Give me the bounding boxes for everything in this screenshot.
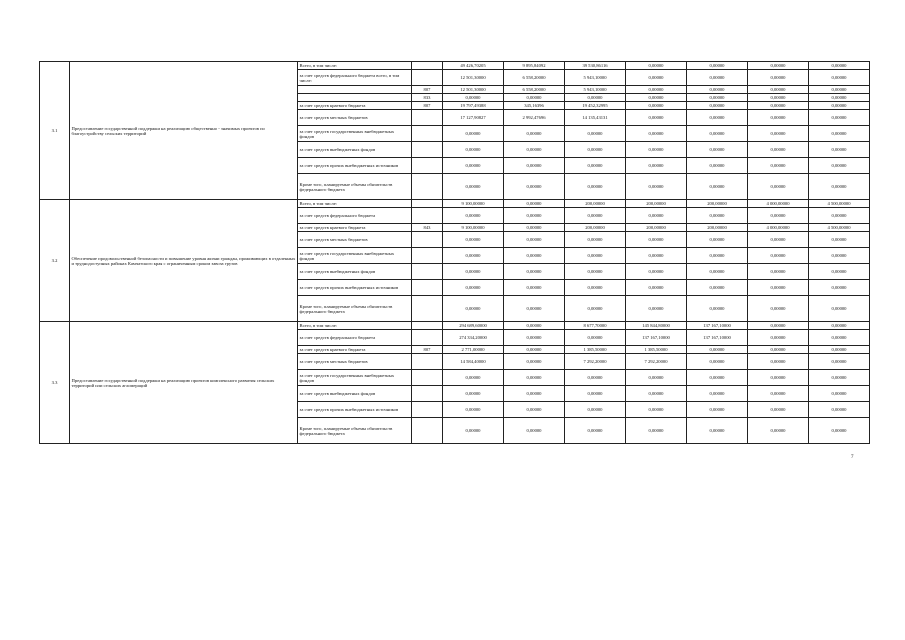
amount-cell: 9 100,00000 [443, 224, 504, 232]
table-row [40, 200, 870, 208]
amount-cell: 0,00000 [687, 264, 748, 280]
budget-code-cell [412, 158, 443, 174]
amount-cell: 294 689,60000 [443, 322, 504, 330]
amount-cell: 0,00000 [626, 70, 687, 86]
funding-source-cell [298, 86, 412, 94]
amount-cell: 0,00000 [504, 280, 565, 296]
funding-source-cell: за счет средств внебюджетных фондов [298, 142, 412, 158]
budget-code-cell [412, 248, 443, 264]
budget-code-cell [412, 330, 443, 346]
amount-cell: 0,00000 [565, 232, 626, 248]
amount-cell: 0,00000 [626, 86, 687, 94]
amount-cell: 9 100,00000 [443, 200, 504, 208]
amount-cell: 0,00000 [687, 354, 748, 370]
amount-cell: 0,00000 [809, 330, 870, 346]
amount-cell: 0,00000 [565, 280, 626, 296]
amount-cell: 0,00000 [687, 280, 748, 296]
amount-cell: 0,00000 [687, 86, 748, 94]
amount-cell: 14 584,40000 [443, 354, 504, 370]
amount-cell: 0,00000 [687, 402, 748, 418]
amount-cell: 4 000,00000 [748, 224, 809, 232]
amount-cell: 0,00000 [443, 402, 504, 418]
amount-cell: 0,00000 [809, 296, 870, 322]
amount-cell: 0,00000 [565, 126, 626, 142]
amount-cell: 0,00000 [626, 296, 687, 322]
amount-cell: 0,00000 [504, 142, 565, 158]
amount-cell: 0,00000 [687, 346, 748, 354]
amount-cell: 0,00000 [626, 110, 687, 126]
amount-cell: 0,00000 [748, 94, 809, 102]
amount-cell: 0,00000 [565, 330, 626, 346]
amount-cell: 0,00000 [748, 296, 809, 322]
amount-cell: 4 500,00000 [809, 224, 870, 232]
amount-cell: 0,00000 [748, 102, 809, 110]
funding-source-cell: за счет средств прочих внебюджетных источников [298, 402, 412, 418]
budget-code-cell [412, 386, 443, 402]
amount-cell: 7 292,20000 [565, 354, 626, 370]
funding-source-cell: за счет средств местных бюджетов [298, 110, 412, 126]
amount-cell: 0,00000 [809, 280, 870, 296]
amount-cell: 0,00000 [626, 62, 687, 70]
funding-source-cell: за счет средств федерального бюджета [298, 330, 412, 346]
amount-cell: 0,00000 [748, 86, 809, 94]
budget-code-cell [412, 322, 443, 330]
amount-cell: 0,00000 [748, 208, 809, 224]
amount-cell: 0,00000 [809, 208, 870, 224]
amount-cell: 0,00000 [504, 296, 565, 322]
amount-cell: 0,00000 [748, 158, 809, 174]
amount-cell: 0,00000 [443, 174, 504, 200]
budget-code-cell: 807 [412, 102, 443, 110]
amount-cell: 0,00000 [626, 248, 687, 264]
amount-cell: 12 501,30000 [443, 86, 504, 94]
amount-cell: 137 167,10000 [687, 322, 748, 330]
amount-cell: 0,00000 [504, 346, 565, 354]
amount-cell: 200,00000 [565, 224, 626, 232]
amount-cell: 0,00000 [626, 386, 687, 402]
amount-cell: 0,00000 [687, 370, 748, 386]
funding-source-cell: за счет средств внебюджетных фондов [298, 386, 412, 402]
amount-cell: 0,00000 [748, 174, 809, 200]
amount-cell: 0,00000 [565, 402, 626, 418]
amount-cell: 19 452,32995 [565, 102, 626, 110]
amount-cell: 0,00000 [443, 386, 504, 402]
amount-cell: 0,00000 [687, 158, 748, 174]
funding-source-cell: за счет средств федерального бюджета всего, в том числе: [298, 70, 412, 86]
amount-cell: 0,00000 [748, 70, 809, 86]
amount-cell: 0,00000 [809, 102, 870, 110]
amount-cell: 0,00000 [443, 248, 504, 264]
amount-cell: 6 558,20000 [504, 86, 565, 94]
amount-cell: 0,00000 [504, 200, 565, 208]
budget-code-cell [412, 264, 443, 280]
amount-cell: 137 167,10000 [626, 330, 687, 346]
amount-cell: 0,00000 [809, 402, 870, 418]
budget-code-cell [412, 402, 443, 418]
amount-cell: 0,00000 [748, 346, 809, 354]
funding-source-cell: за счет средств прочих внебюджетных источников [298, 280, 412, 296]
amount-cell: 200,00000 [687, 200, 748, 208]
table-row [40, 322, 870, 330]
amount-cell: 0,00000 [565, 418, 626, 444]
funding-source-cell: Всего, в том числе: [298, 322, 412, 330]
amount-cell: 0,00000 [626, 370, 687, 386]
item-number-cell: 3.3 [40, 322, 70, 444]
amount-cell: 14 135,43131 [565, 110, 626, 126]
amount-cell: 345,16396 [504, 102, 565, 110]
amount-cell: 0,00000 [504, 208, 565, 224]
amount-cell: 0,00000 [443, 418, 504, 444]
amount-cell: 0,00000 [626, 174, 687, 200]
amount-cell: 4 500,00000 [809, 200, 870, 208]
budget-code-cell: 833 [412, 94, 443, 102]
amount-cell: 0,00000 [748, 62, 809, 70]
amount-cell: 12 501,30000 [443, 70, 504, 86]
amount-cell: 0,00000 [504, 418, 565, 444]
amount-cell: 0,00000 [443, 158, 504, 174]
budget-code-cell [412, 208, 443, 224]
amount-cell: 0,00000 [748, 322, 809, 330]
amount-cell: 0,00000 [809, 126, 870, 142]
amount-cell: 0,00000 [809, 346, 870, 354]
amount-cell: 0,00000 [565, 370, 626, 386]
funding-source-cell: за счет средств краевого бюджета [298, 346, 412, 354]
funding-source-cell: Кроме того, планируемые объемы обязательств федерального бюджета [298, 296, 412, 322]
amount-cell: 39 530,86116 [565, 62, 626, 70]
amount-cell: 0,00000 [443, 94, 504, 102]
funding-source-cell: за счет средств государственных внебюджетных фондов [298, 248, 412, 264]
budget-table [39, 61, 870, 444]
budget-code-cell [412, 280, 443, 296]
amount-cell: 0,00000 [809, 62, 870, 70]
budget-code-cell: 807 [412, 86, 443, 94]
budget-code-cell [412, 126, 443, 142]
amount-cell: 0,00000 [626, 280, 687, 296]
amount-cell: 0,00000 [748, 264, 809, 280]
amount-cell: 0,00000 [748, 370, 809, 386]
budget-code-cell [412, 70, 443, 86]
funding-source-cell: Кроме того, планируемые объемы обязательств федерального бюджета [298, 174, 412, 200]
amount-cell: 0,00000 [748, 248, 809, 264]
amount-cell: 0,00000 [809, 70, 870, 86]
amount-cell: 0,00000 [565, 296, 626, 322]
budget-code-cell: 807 [412, 346, 443, 354]
funding-source-cell: Всего, в том числе: [298, 62, 412, 70]
item-name-cell: Обеспечение продовольственной безопасности и повышение уровня жизни граждан, проживающих в отдаленных и труднодоступных районах Камчатского края с ограниченным сроком завоза грузов [70, 200, 298, 322]
amount-cell: 200,00000 [626, 200, 687, 208]
amount-cell: 1 385,50000 [626, 346, 687, 354]
amount-cell: 0,00000 [748, 110, 809, 126]
amount-cell: 0,00000 [687, 248, 748, 264]
amount-cell: 2 992,47696 [504, 110, 565, 126]
amount-cell: 19 797,49388 [443, 102, 504, 110]
amount-cell: 0,00000 [809, 370, 870, 386]
amount-cell: 0,00000 [443, 280, 504, 296]
funding-source-cell: за счет средств местных бюджетов [298, 354, 412, 370]
amount-cell: 0,00000 [504, 402, 565, 418]
amount-cell: 274 334,20000 [443, 330, 504, 346]
budget-code-cell [412, 110, 443, 126]
amount-cell: 0,00000 [504, 174, 565, 200]
funding-source-cell: Кроме того, планируемые объемы обязательств федерального бюджета [298, 418, 412, 444]
amount-cell: 0,00000 [565, 248, 626, 264]
amount-cell: 0,00000 [626, 102, 687, 110]
amount-cell: 0,00000 [748, 142, 809, 158]
amount-cell: 0,00000 [748, 354, 809, 370]
budget-code-cell [412, 62, 443, 70]
amount-cell: 0,00000 [809, 386, 870, 402]
item-number-cell: 3.2 [40, 200, 70, 322]
amount-cell: 0,00000 [565, 158, 626, 174]
amount-cell: 0,00000 [748, 386, 809, 402]
budget-code-cell [412, 200, 443, 208]
amount-cell: 0,00000 [565, 142, 626, 158]
budget-code-cell [412, 142, 443, 158]
amount-cell: 0,00000 [565, 94, 626, 102]
amount-cell: 0,00000 [687, 102, 748, 110]
amount-cell: 0,00000 [504, 232, 565, 248]
budget-table-body [40, 62, 870, 444]
funding-source-cell: за счет средств краевого бюджета [298, 102, 412, 110]
amount-cell: 0,00000 [504, 158, 565, 174]
amount-cell: 0,00000 [626, 142, 687, 158]
amount-cell: 0,00000 [626, 402, 687, 418]
budget-code-cell [412, 232, 443, 248]
funding-source-cell: Всего, в том числе: [298, 200, 412, 208]
amount-cell: 0,00000 [443, 142, 504, 158]
amount-cell: 0,00000 [809, 322, 870, 330]
amount-cell: 0,00000 [748, 280, 809, 296]
amount-cell: 0,00000 [687, 110, 748, 126]
budget-code-cell [412, 354, 443, 370]
amount-cell: 0,00000 [748, 126, 809, 142]
amount-cell: 200,00000 [687, 224, 748, 232]
amount-cell: 0,00000 [626, 208, 687, 224]
page-number: 7 [851, 455, 854, 460]
amount-cell: 0,00000 [687, 70, 748, 86]
amount-cell: 0,00000 [809, 264, 870, 280]
amount-cell: 2 771,00000 [443, 346, 504, 354]
amount-cell: 0,00000 [748, 402, 809, 418]
amount-cell: 5 943,10000 [565, 70, 626, 86]
amount-cell: 145 844,80000 [626, 322, 687, 330]
budget-code-cell [412, 370, 443, 386]
funding-source-cell: за счет средств государственных внебюджетных фондов [298, 370, 412, 386]
funding-source-cell: за счет средств федерального бюджета [298, 208, 412, 224]
amount-cell: 0,00000 [809, 248, 870, 264]
amount-cell: 0,00000 [626, 232, 687, 248]
funding-source-cell [298, 94, 412, 102]
amount-cell: 137 167,10000 [687, 330, 748, 346]
amount-cell: 0,00000 [565, 174, 626, 200]
amount-cell: 0,00000 [687, 142, 748, 158]
amount-cell: 0,00000 [626, 418, 687, 444]
amount-cell: 49 426,70205 [443, 62, 504, 70]
amount-cell: 0,00000 [443, 296, 504, 322]
table-row [40, 62, 870, 70]
amount-cell: 0,00000 [504, 248, 565, 264]
amount-cell: 5 943,10000 [565, 86, 626, 94]
amount-cell: 7 292,20000 [626, 354, 687, 370]
funding-source-cell: за счет средств краевого бюджета [298, 224, 412, 232]
amount-cell: 0,00000 [626, 94, 687, 102]
amount-cell: 0,00000 [504, 370, 565, 386]
item-name-cell: Предоставление государственной поддержки на реализацию проектов комплексного развития сельских территорий или сельских агломераций [70, 322, 298, 444]
amount-cell: 1 385,50000 [565, 346, 626, 354]
amount-cell: 0,00000 [504, 264, 565, 280]
amount-cell: 0,00000 [504, 354, 565, 370]
amount-cell: 8 677,70000 [565, 322, 626, 330]
amount-cell: 0,00000 [809, 142, 870, 158]
amount-cell: 0,00000 [626, 158, 687, 174]
amount-cell: 0,00000 [687, 126, 748, 142]
amount-cell: 0,00000 [809, 174, 870, 200]
amount-cell: 0,00000 [809, 110, 870, 126]
item-name-cell: Предоставление государственной поддержки на реализацию общественно - значимых проектов по благоустройству сельских территорий [70, 62, 298, 200]
amount-cell: 0,00000 [687, 208, 748, 224]
amount-cell: 0,00000 [504, 126, 565, 142]
amount-cell: 0,00000 [809, 86, 870, 94]
amount-cell: 0,00000 [687, 386, 748, 402]
funding-source-cell: за счет средств местных бюджетов [298, 232, 412, 248]
amount-cell: 0,00000 [809, 158, 870, 174]
amount-cell: 0,00000 [809, 232, 870, 248]
funding-source-cell: за счет средств прочих внебюджетных источников [298, 158, 412, 174]
amount-cell: 0,00000 [687, 232, 748, 248]
amount-cell: 0,00000 [443, 264, 504, 280]
budget-code-cell: 843 [412, 224, 443, 232]
budget-code-cell [412, 174, 443, 200]
amount-cell: 0,00000 [748, 330, 809, 346]
budget-sheet [39, 61, 870, 444]
amount-cell: 17 127,90827 [443, 110, 504, 126]
item-number-cell: 3.1 [40, 62, 70, 200]
funding-source-cell: за счет средств внебюджетных фондов [298, 264, 412, 280]
amount-cell: 0,00000 [626, 126, 687, 142]
amount-cell: 0,00000 [504, 330, 565, 346]
amount-cell: 0,00000 [504, 386, 565, 402]
amount-cell: 0,00000 [443, 126, 504, 142]
amount-cell: 9 895,84092 [504, 62, 565, 70]
amount-cell: 0,00000 [687, 94, 748, 102]
budget-code-cell [412, 418, 443, 444]
funding-source-cell: за счет средств государственных внебюджетных фондов [298, 126, 412, 142]
amount-cell: 6 558,20000 [504, 70, 565, 86]
amount-cell: 0,00000 [687, 418, 748, 444]
amount-cell: 0,00000 [504, 322, 565, 330]
amount-cell: 0,00000 [687, 296, 748, 322]
amount-cell: 200,00000 [565, 200, 626, 208]
amount-cell: 0,00000 [443, 232, 504, 248]
amount-cell: 0,00000 [809, 94, 870, 102]
amount-cell: 0,00000 [504, 94, 565, 102]
amount-cell: 0,00000 [443, 370, 504, 386]
amount-cell: 0,00000 [809, 418, 870, 444]
amount-cell: 0,00000 [565, 208, 626, 224]
amount-cell: 0,00000 [443, 208, 504, 224]
amount-cell: 0,00000 [687, 62, 748, 70]
amount-cell: 200,00000 [626, 224, 687, 232]
budget-code-cell [412, 296, 443, 322]
amount-cell: 0,00000 [626, 264, 687, 280]
amount-cell: 0,00000 [809, 354, 870, 370]
amount-cell: 0,00000 [565, 264, 626, 280]
amount-cell: 4 000,00000 [748, 200, 809, 208]
amount-cell: 0,00000 [687, 174, 748, 200]
amount-cell: 0,00000 [504, 224, 565, 232]
amount-cell: 0,00000 [748, 232, 809, 248]
amount-cell: 0,00000 [748, 418, 809, 444]
amount-cell: 0,00000 [565, 386, 626, 402]
